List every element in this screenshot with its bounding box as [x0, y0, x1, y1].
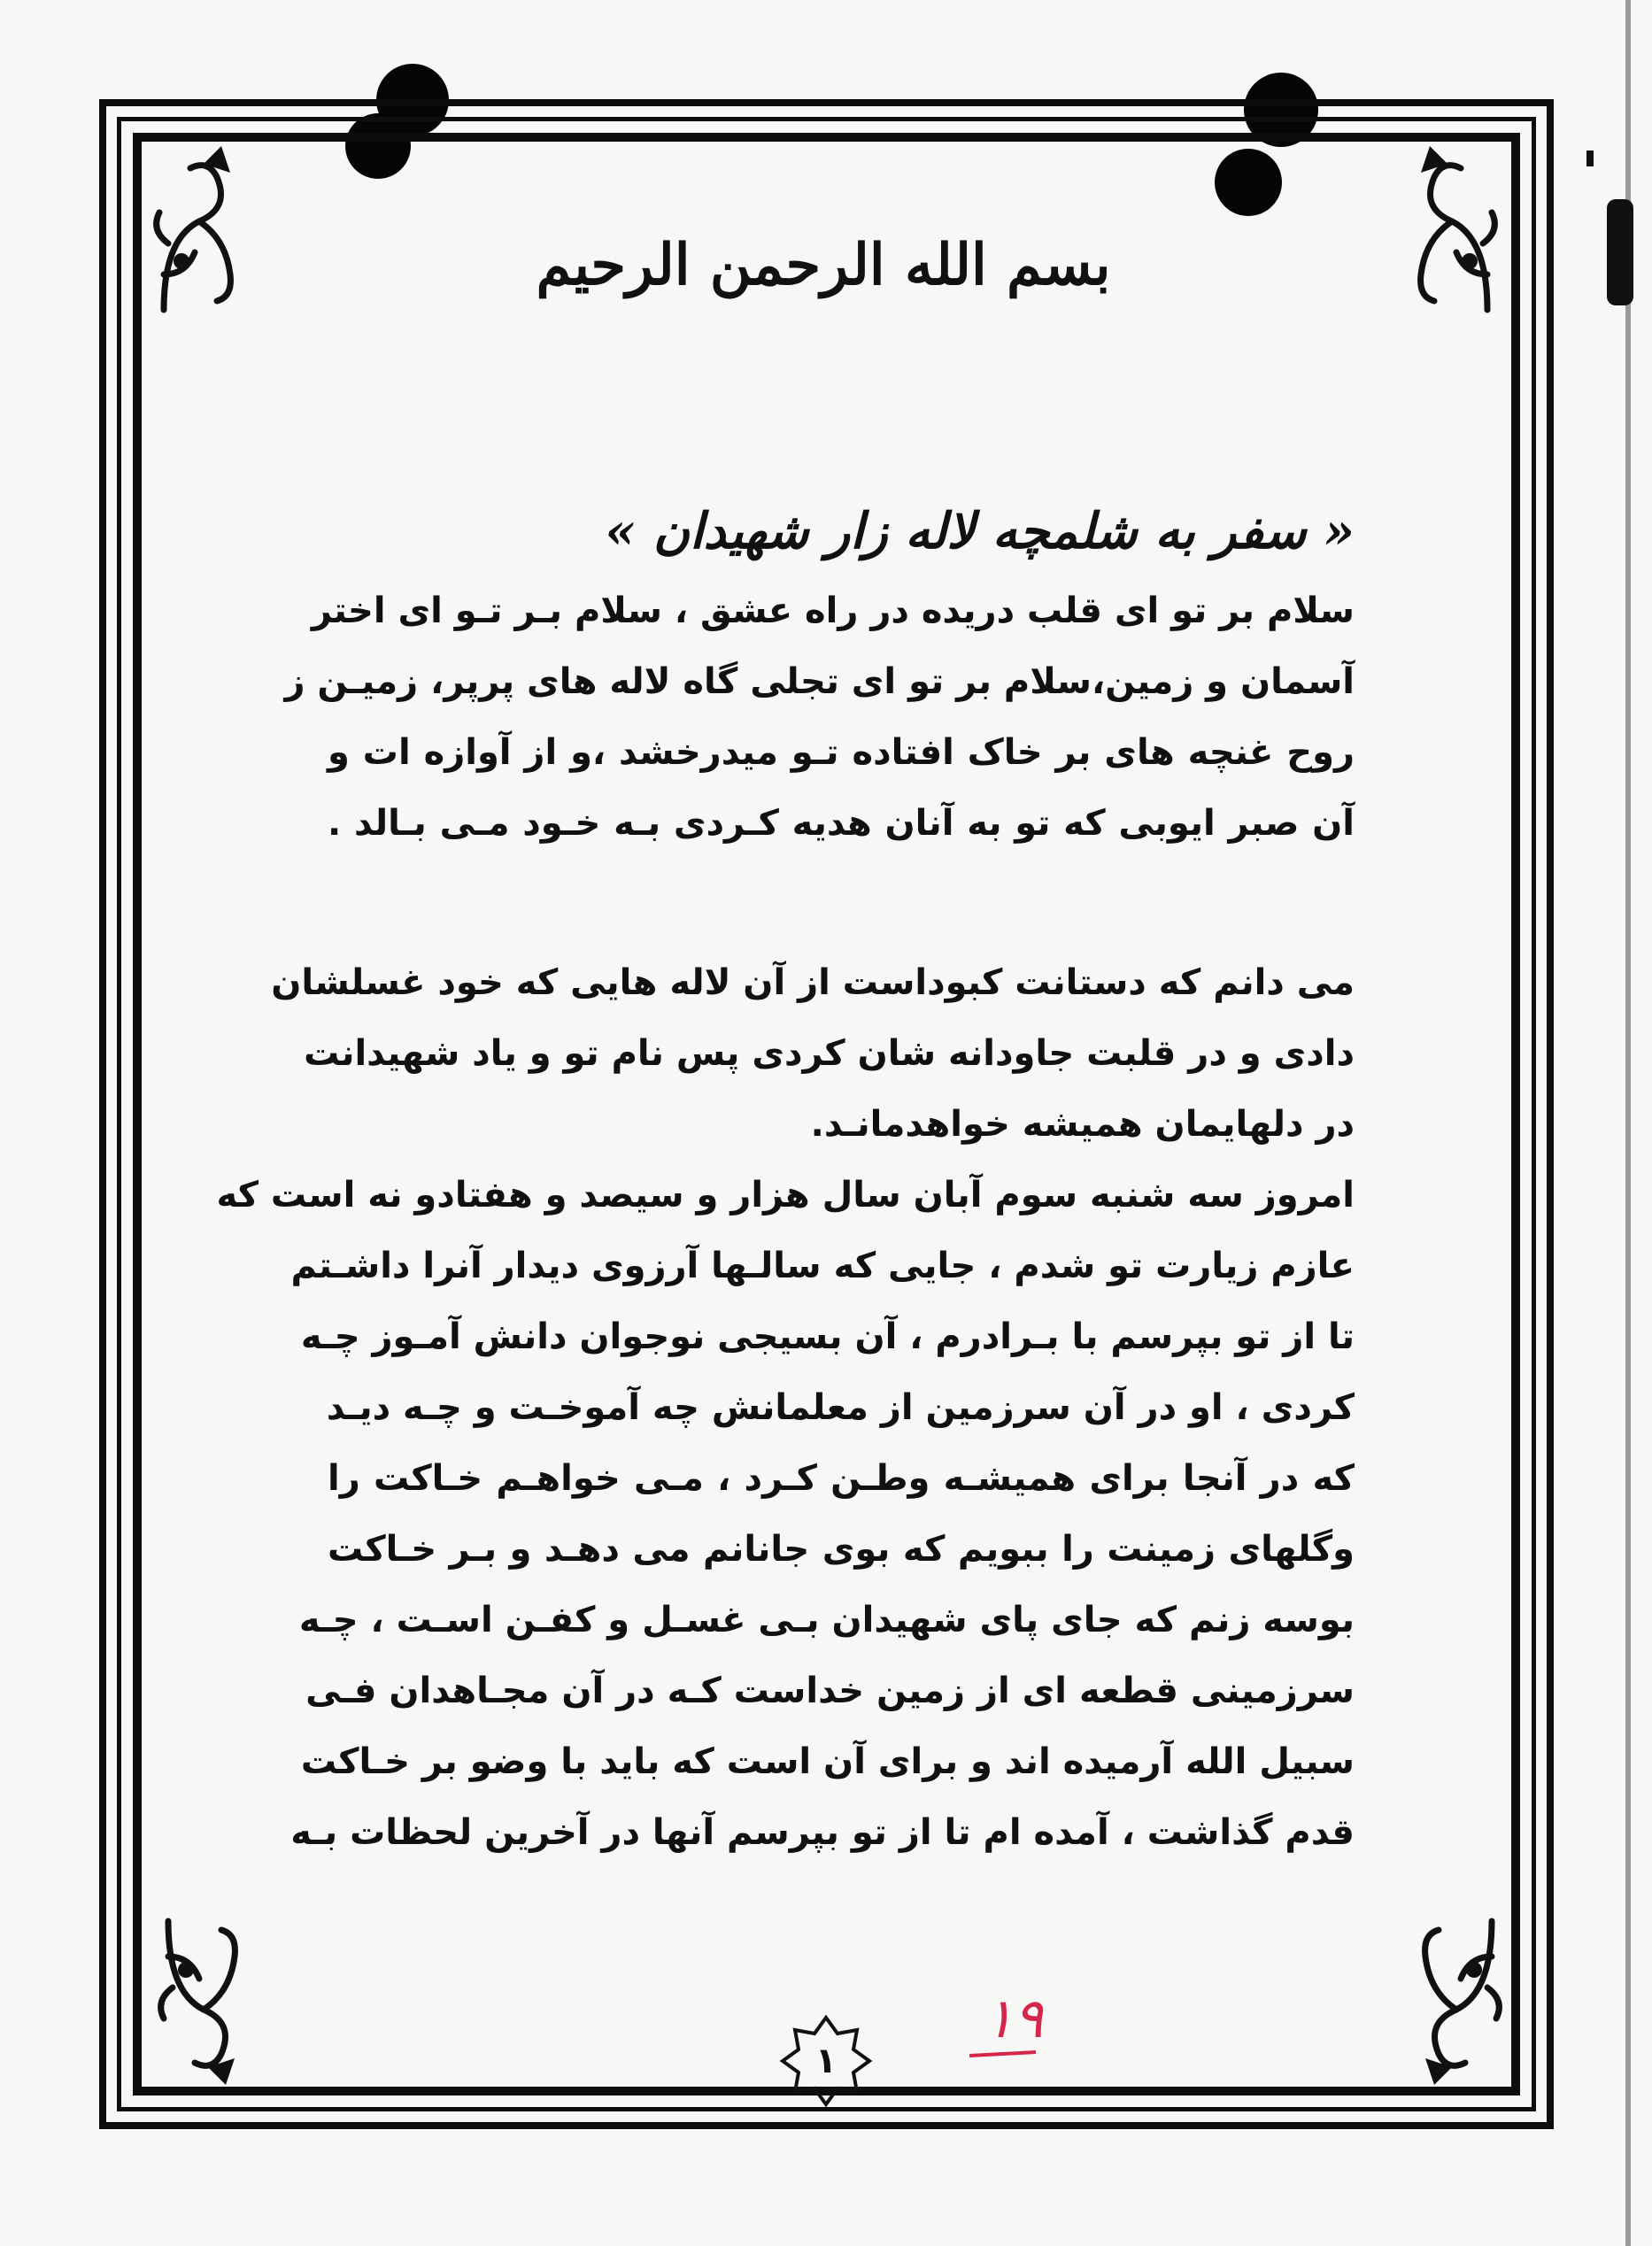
- floral-corner-ornament-icon: [146, 142, 252, 319]
- floral-corner-ornament-icon: [151, 1912, 257, 2089]
- page-number: ۱: [814, 2041, 838, 2081]
- paper-edge-mark: [1607, 199, 1633, 305]
- text-line: سلام بر تو ای قلب دریده در راه عشق ، سلام بـر تـو ای اختر: [311, 590, 1355, 631]
- text-line: آن صبر ایوبی که تو به آنان هدیه کـردی بـه خـود مـی بـالد .: [328, 803, 1355, 844]
- text-line: قدم گذاشت ، آمده ام تا از تو بپرسم آنها در آخرین لحظات بـه: [290, 1812, 1355, 1853]
- text-line: در دلهایمان همیشه خواهدمانـد.: [810, 1104, 1355, 1145]
- text-line: عازم زیارت تو شدم ، جایی که سالـها آرزوی دیدار آنرا داشـتم: [290, 1246, 1355, 1286]
- paper-edge-mark: [1586, 151, 1594, 166]
- text-line: آسمان و زمین،سلام بر تو ای تجلی گاه لاله های پرپر، زمیـن ز: [284, 661, 1355, 702]
- article-body: [216, 575, 1355, 1868]
- text-line: تا از تو بپرسم با بـرادرم ، آن بسیجی نوجوان دانش آمـوز چـه: [300, 1316, 1355, 1357]
- handwritten-page-annotation: ۱۹: [984, 1986, 1044, 2050]
- text-line: وگلهای زمینت را ببویم که بوی جانانم می دهـد و بـر خـاکت: [328, 1529, 1355, 1570]
- paragraph-2: [271, 947, 1355, 1160]
- paragraph-3: [216, 1160, 1355, 1868]
- floral-corner-ornament-icon: [1403, 1912, 1509, 2089]
- text-line: سبیل الله آرمیده اند و برای آن است که باید با وضو بر خـاکت: [300, 1741, 1355, 1782]
- paragraph-1: [284, 575, 1355, 859]
- text-line: کردی ، او در آن سرزمین از معلمانش چه آموخـت و چـه دیـد: [326, 1387, 1355, 1428]
- text-line: دادی و در قلبت جاودانه شان کردی پس نام تو و یاد شهیدانت: [304, 1033, 1355, 1074]
- paper-edge-mark: [1625, 0, 1631, 2246]
- text-line: که در آنجا برای همیشـه وطـن کـرد ، مـی خواهـم خـاکت را: [328, 1458, 1355, 1499]
- text-line: سرزمینی قطعه ای از زمین خداست کـه در آن مجـاهدان فـی: [305, 1671, 1355, 1711]
- text-line: می دانم که دستانت کبوداست از آن لاله هایی که خود غسلشان: [271, 962, 1355, 1003]
- article-title: « سفر به شلمچه لاله زار شهیدان »: [605, 502, 1355, 560]
- bismillah-heading: بسم الله الرحمن الرحیم: [536, 232, 1111, 298]
- floral-corner-ornament-icon: [1399, 142, 1505, 319]
- text-line: امروز سه شنبه سوم آبان سال هزار و سیصد و هفتادو نه است که: [216, 1175, 1355, 1216]
- text-line: بوسه زنم که جای پای شهیدان بـی غسـل و کفـن اسـت ، چـه: [298, 1600, 1355, 1640]
- text-line: روح غنچه های بر خاک افتاده تـو میدرخشد ،و از آوازه ات و: [328, 732, 1355, 773]
